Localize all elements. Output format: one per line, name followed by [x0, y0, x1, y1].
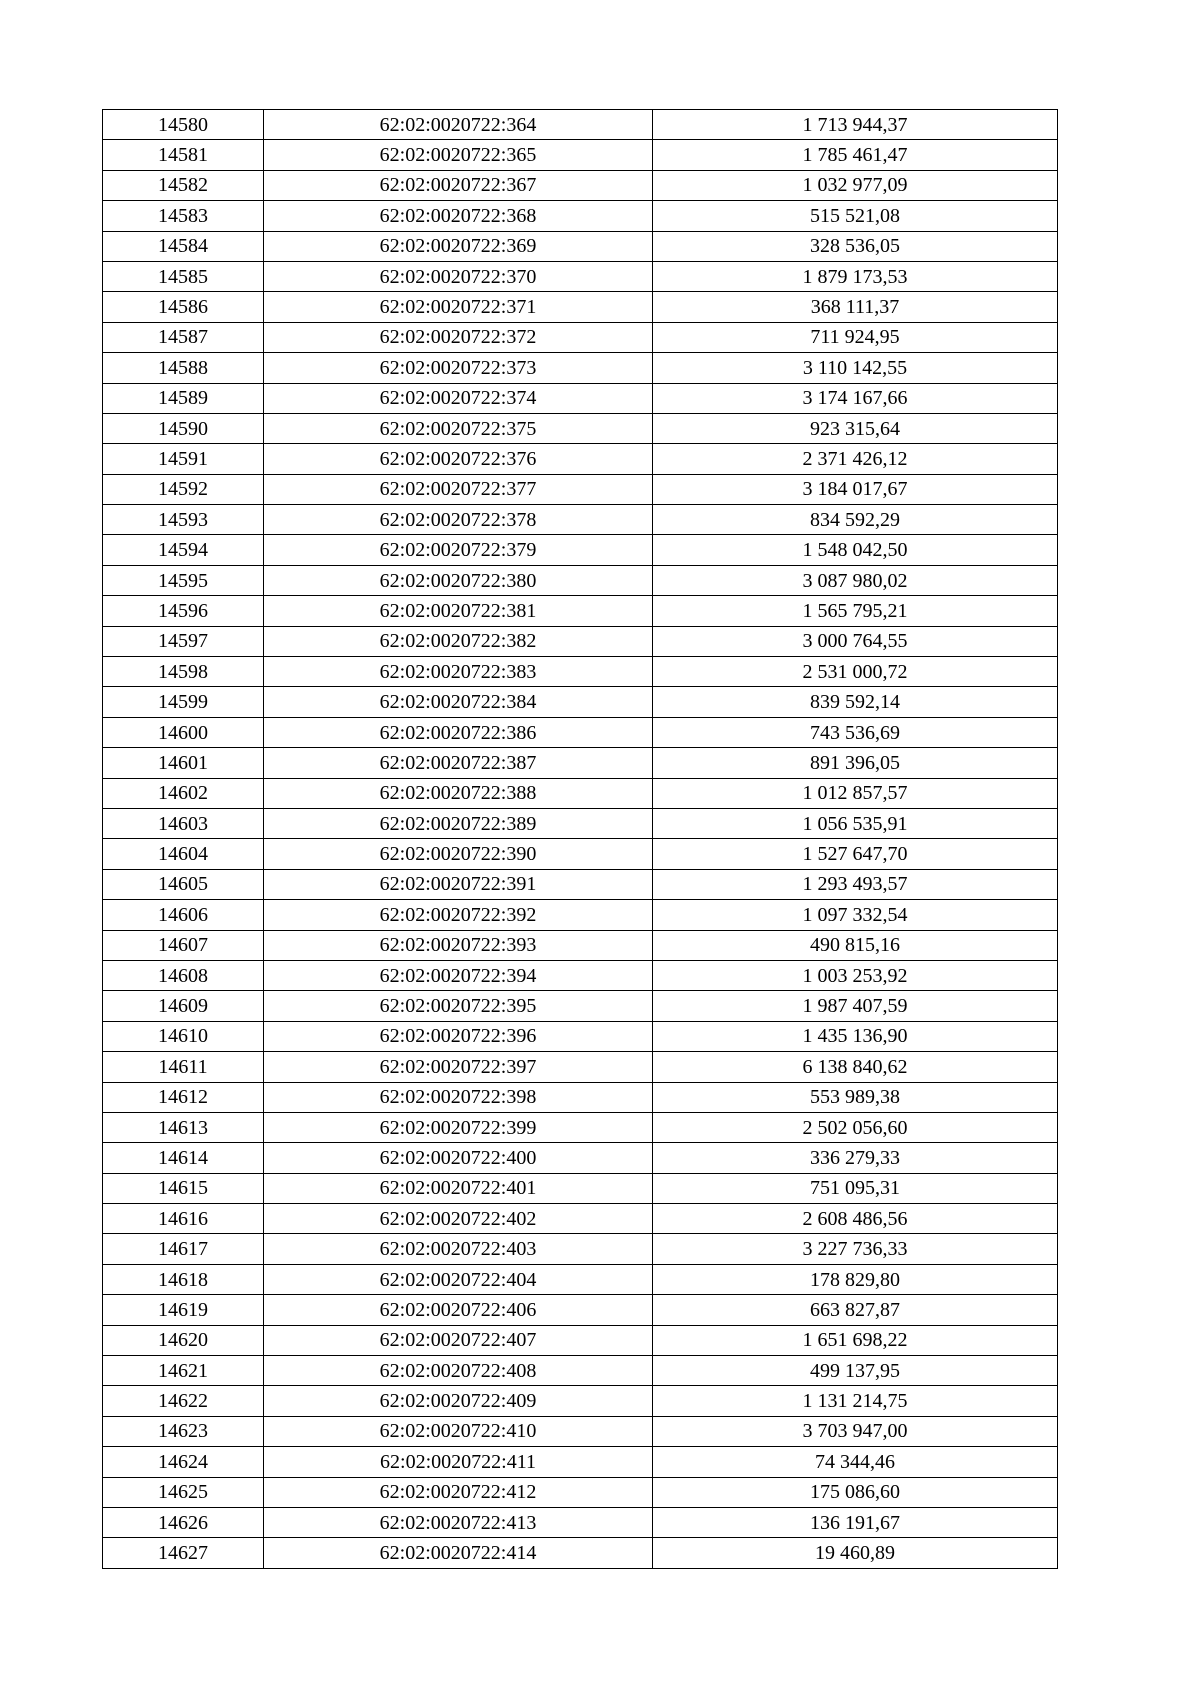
table-row: [103, 839, 1058, 869]
table-row: [103, 383, 1058, 413]
cadastral-value-cell: 1 713 944,37: [653, 110, 1058, 140]
row-number-cell: 14586: [103, 292, 264, 322]
row-number-cell: 14612: [103, 1082, 264, 1112]
cadastral-value-cell: 3 000 764,55: [653, 626, 1058, 656]
cadastral-number-cell: 62:02:0020722:378: [264, 505, 653, 535]
row-number-cell: 14601: [103, 748, 264, 778]
cadastral-number-cell: 62:02:0020722:397: [264, 1052, 653, 1082]
row-number-cell: 14614: [103, 1143, 264, 1173]
cadastral-value-cell: 1 565 795,21: [653, 596, 1058, 626]
cadastral-number-cell: 62:02:0020722:392: [264, 900, 653, 930]
table-row: [103, 717, 1058, 747]
cadastral-value-cell: 74 344,46: [653, 1447, 1058, 1477]
cadastral-number-cell: 62:02:0020722:414: [264, 1538, 653, 1568]
table-row: [103, 1386, 1058, 1416]
cadastral-number-cell: 62:02:0020722:373: [264, 353, 653, 383]
row-number-cell: 14615: [103, 1173, 264, 1203]
cadastral-value-cell: 336 279,33: [653, 1143, 1058, 1173]
table-row: [103, 869, 1058, 899]
table-row: [103, 687, 1058, 717]
cadastral-value-cell: 1 012 857,57: [653, 778, 1058, 808]
row-number-cell: 14616: [103, 1204, 264, 1234]
cadastral-number-cell: 62:02:0020722:388: [264, 778, 653, 808]
row-number-cell: 14600: [103, 717, 264, 747]
cadastral-value-cell: 2 608 486,56: [653, 1204, 1058, 1234]
cadastral-number-cell: 62:02:0020722:389: [264, 808, 653, 838]
table-row: [103, 505, 1058, 535]
row-number-cell: 14620: [103, 1325, 264, 1355]
table-row: [103, 322, 1058, 352]
row-number-cell: 14587: [103, 322, 264, 352]
cadastral-value-cell: 6 138 840,62: [653, 1052, 1058, 1082]
cadastral-number-cell: 62:02:0020722:411: [264, 1447, 653, 1477]
cadastral-value-cell: 178 829,80: [653, 1264, 1058, 1294]
table-row: [103, 1295, 1058, 1325]
cadastral-number-cell: 62:02:0020722:364: [264, 110, 653, 140]
cadastral-number-cell: 62:02:0020722:393: [264, 930, 653, 960]
row-number-cell: 14583: [103, 201, 264, 231]
row-number-cell: 14610: [103, 1021, 264, 1051]
cadastral-number-cell: 62:02:0020722:365: [264, 140, 653, 170]
row-number-cell: 14611: [103, 1052, 264, 1082]
cadastral-value-cell: 1 879 173,53: [653, 261, 1058, 291]
cadastral-number-cell: 62:02:0020722:377: [264, 474, 653, 504]
cadastral-value-cell: 3 110 142,55: [653, 353, 1058, 383]
table-row: [103, 1447, 1058, 1477]
row-number-cell: 14627: [103, 1538, 264, 1568]
table-row: [103, 201, 1058, 231]
table-row: [103, 1356, 1058, 1386]
row-number-cell: 14584: [103, 231, 264, 261]
cadastral-value-cell: 19 460,89: [653, 1538, 1058, 1568]
row-number-cell: 14602: [103, 778, 264, 808]
row-number-cell: 14618: [103, 1264, 264, 1294]
cadastral-number-cell: 62:02:0020722:401: [264, 1173, 653, 1203]
cadastral-value-cell: 743 536,69: [653, 717, 1058, 747]
table-row: [103, 170, 1058, 200]
row-number-cell: 14592: [103, 474, 264, 504]
table-row: [103, 1507, 1058, 1537]
table-row: [103, 1173, 1058, 1203]
cadastral-value-cell: 1 651 698,22: [653, 1325, 1058, 1355]
table-row: [103, 1112, 1058, 1142]
cadastral-value-cell: 1 032 977,09: [653, 170, 1058, 200]
cadastral-value-cell: 1 435 136,90: [653, 1021, 1058, 1051]
row-number-cell: 14623: [103, 1416, 264, 1446]
row-number-cell: 14599: [103, 687, 264, 717]
cadastral-number-cell: 62:02:0020722:371: [264, 292, 653, 322]
cadastral-number-cell: 62:02:0020722:407: [264, 1325, 653, 1355]
cadastral-value-cell: 1 527 647,70: [653, 839, 1058, 869]
cadastral-number-cell: 62:02:0020722:395: [264, 991, 653, 1021]
cadastral-number-cell: 62:02:0020722:413: [264, 1507, 653, 1537]
table-row: [103, 261, 1058, 291]
cadastral-value-cell: 751 095,31: [653, 1173, 1058, 1203]
table-row: [103, 1264, 1058, 1294]
row-number-cell: 14593: [103, 505, 264, 535]
table-row: [103, 444, 1058, 474]
cadastral-value-cell: 839 592,14: [653, 687, 1058, 717]
row-number-cell: 14598: [103, 657, 264, 687]
cadastral-value-cell: 1 003 253,92: [653, 960, 1058, 990]
table-row: [103, 110, 1058, 140]
row-number-cell: 14604: [103, 839, 264, 869]
cadastral-value-cell: 923 315,64: [653, 413, 1058, 443]
cadastral-number-cell: 62:02:0020722:399: [264, 1112, 653, 1142]
row-number-cell: 14606: [103, 900, 264, 930]
table-row: [103, 1143, 1058, 1173]
row-number-cell: 14608: [103, 960, 264, 990]
cadastral-number-cell: 62:02:0020722:398: [264, 1082, 653, 1112]
cadastral-number-cell: 62:02:0020722:386: [264, 717, 653, 747]
row-number-cell: 14617: [103, 1234, 264, 1264]
table-row: [103, 778, 1058, 808]
cadastral-number-cell: 62:02:0020722:380: [264, 565, 653, 595]
cadastral-number-cell: 62:02:0020722:400: [264, 1143, 653, 1173]
row-number-cell: 14582: [103, 170, 264, 200]
cadastral-value-cell: 1 097 332,54: [653, 900, 1058, 930]
table-row: [103, 1021, 1058, 1051]
row-number-cell: 14589: [103, 383, 264, 413]
cadastral-number-cell: 62:02:0020722:376: [264, 444, 653, 474]
table-row: [103, 474, 1058, 504]
row-number-cell: 14603: [103, 808, 264, 838]
table-row: [103, 1477, 1058, 1507]
cadastral-number-cell: 62:02:0020722:396: [264, 1021, 653, 1051]
row-number-cell: 14625: [103, 1477, 264, 1507]
table-row: [103, 960, 1058, 990]
row-number-cell: 14594: [103, 535, 264, 565]
cadastral-value-cell: 328 536,05: [653, 231, 1058, 261]
row-number-cell: 14607: [103, 930, 264, 960]
cadastral-value-cell: 136 191,67: [653, 1507, 1058, 1537]
cadastral-number-cell: 62:02:0020722:402: [264, 1204, 653, 1234]
row-number-cell: 14609: [103, 991, 264, 1021]
cadastral-number-cell: 62:02:0020722:372: [264, 322, 653, 352]
cadastral-number-cell: 62:02:0020722:406: [264, 1295, 653, 1325]
cadastral-value-cell: 1 987 407,59: [653, 991, 1058, 1021]
cadastral-number-cell: 62:02:0020722:403: [264, 1234, 653, 1264]
table-row: [103, 1416, 1058, 1446]
row-number-cell: 14621: [103, 1356, 264, 1386]
cadastral-number-cell: 62:02:0020722:391: [264, 869, 653, 899]
cadastral-number-cell: 62:02:0020722:367: [264, 170, 653, 200]
table-row: [103, 596, 1058, 626]
table-row: [103, 1234, 1058, 1264]
cadastral-number-cell: 62:02:0020722:379: [264, 535, 653, 565]
cadastral-number-cell: 62:02:0020722:410: [264, 1416, 653, 1446]
cadastral-number-cell: 62:02:0020722:381: [264, 596, 653, 626]
cadastral-number-cell: 62:02:0020722:383: [264, 657, 653, 687]
table-row: [103, 657, 1058, 687]
cadastral-number-cell: 62:02:0020722:375: [264, 413, 653, 443]
table-row: [103, 1538, 1058, 1568]
row-number-cell: 14581: [103, 140, 264, 170]
cadastral-value-cell: 1 785 461,47: [653, 140, 1058, 170]
cadastral-value-cell: 3 174 167,66: [653, 383, 1058, 413]
cadastral-value-cell: 2 531 000,72: [653, 657, 1058, 687]
row-number-cell: 14588: [103, 353, 264, 383]
table-row: [103, 535, 1058, 565]
row-number-cell: 14596: [103, 596, 264, 626]
cadastral-value-table: [102, 109, 1058, 1569]
row-number-cell: 14605: [103, 869, 264, 899]
table-row: [103, 565, 1058, 595]
cadastral-value-cell: 663 827,87: [653, 1295, 1058, 1325]
table-row: [103, 991, 1058, 1021]
cadastral-value-cell: 3 703 947,00: [653, 1416, 1058, 1446]
table-row: [103, 140, 1058, 170]
table-row: [103, 748, 1058, 778]
cadastral-value-cell: 1 293 493,57: [653, 869, 1058, 899]
cadastral-value-cell: 175 086,60: [653, 1477, 1058, 1507]
table-row: [103, 292, 1058, 322]
row-number-cell: 14613: [103, 1112, 264, 1142]
cadastral-value-cell: 2 502 056,60: [653, 1112, 1058, 1142]
table-row: [103, 231, 1058, 261]
cadastral-number-cell: 62:02:0020722:408: [264, 1356, 653, 1386]
row-number-cell: 14590: [103, 413, 264, 443]
cadastral-value-cell: 368 111,37: [653, 292, 1058, 322]
cadastral-value-cell: 499 137,95: [653, 1356, 1058, 1386]
table-row: [103, 1052, 1058, 1082]
cadastral-value-cell: 3 087 980,02: [653, 565, 1058, 595]
cadastral-value-cell: 711 924,95: [653, 322, 1058, 352]
table-row: [103, 1082, 1058, 1112]
table-body: [103, 110, 1058, 1569]
cadastral-number-cell: 62:02:0020722:394: [264, 960, 653, 990]
cadastral-number-cell: 62:02:0020722:370: [264, 261, 653, 291]
row-number-cell: 14626: [103, 1507, 264, 1537]
cadastral-value-cell: 891 396,05: [653, 748, 1058, 778]
table-row: [103, 413, 1058, 443]
row-number-cell: 14624: [103, 1447, 264, 1477]
cadastral-number-cell: 62:02:0020722:390: [264, 839, 653, 869]
table-row: [103, 930, 1058, 960]
cadastral-number-cell: 62:02:0020722:412: [264, 1477, 653, 1507]
cadastral-number-cell: 62:02:0020722:404: [264, 1264, 653, 1294]
row-number-cell: 14585: [103, 261, 264, 291]
cadastral-number-cell: 62:02:0020722:369: [264, 231, 653, 261]
cadastral-value-cell: 515 521,08: [653, 201, 1058, 231]
row-number-cell: 14580: [103, 110, 264, 140]
table-row: [103, 1325, 1058, 1355]
cadastral-number-cell: 62:02:0020722:384: [264, 687, 653, 717]
cadastral-number-cell: 62:02:0020722:368: [264, 201, 653, 231]
cadastral-value-cell: 3 227 736,33: [653, 1234, 1058, 1264]
cadastral-value-cell: 1 131 214,75: [653, 1386, 1058, 1416]
cadastral-value-cell: 1 548 042,50: [653, 535, 1058, 565]
cadastral-number-cell: 62:02:0020722:374: [264, 383, 653, 413]
cadastral-value-cell: 490 815,16: [653, 930, 1058, 960]
row-number-cell: 14591: [103, 444, 264, 474]
row-number-cell: 14597: [103, 626, 264, 656]
cadastral-value-cell: 553 989,38: [653, 1082, 1058, 1112]
row-number-cell: 14595: [103, 565, 264, 595]
table-row: [103, 808, 1058, 838]
row-number-cell: 14619: [103, 1295, 264, 1325]
table-row: [103, 353, 1058, 383]
row-number-cell: 14622: [103, 1386, 264, 1416]
cadastral-value-cell: 834 592,29: [653, 505, 1058, 535]
cadastral-value-cell: 3 184 017,67: [653, 474, 1058, 504]
table-row: [103, 1204, 1058, 1234]
cadastral-number-cell: 62:02:0020722:387: [264, 748, 653, 778]
cadastral-number-cell: 62:02:0020722:409: [264, 1386, 653, 1416]
cadastral-number-cell: 62:02:0020722:382: [264, 626, 653, 656]
table-row: [103, 626, 1058, 656]
cadastral-value-cell: 1 056 535,91: [653, 808, 1058, 838]
table-row: [103, 900, 1058, 930]
cadastral-value-cell: 2 371 426,12: [653, 444, 1058, 474]
